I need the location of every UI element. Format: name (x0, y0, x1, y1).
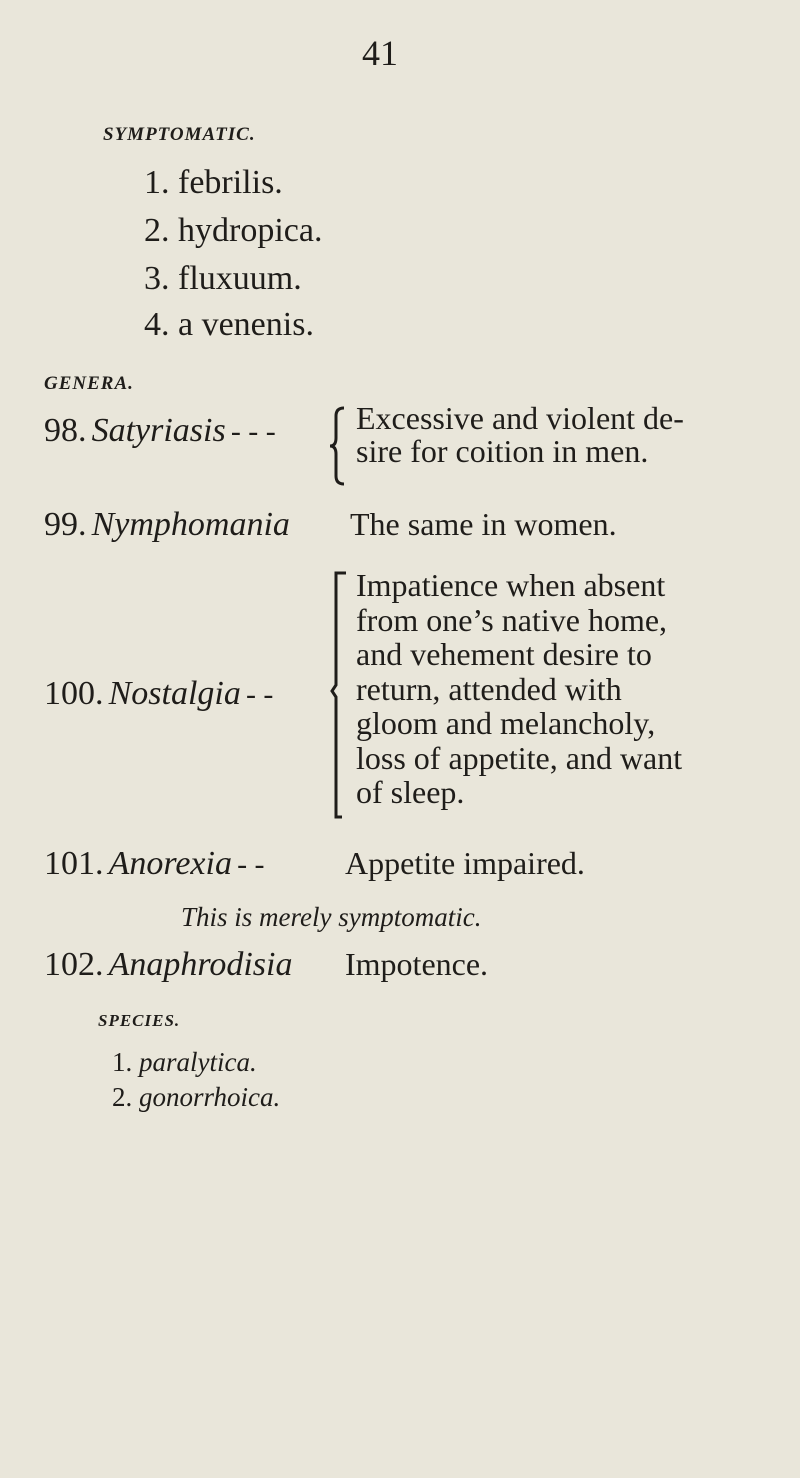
genera-heading: GENERA. (44, 373, 134, 394)
entry-101-term: 101. Anorexia - - (44, 845, 265, 882)
list-item: 1. febrilis. (144, 164, 283, 201)
list-item: 2. gonorrhoica. (112, 1082, 281, 1112)
entry-98-term: 98. Satyriasis - - - (44, 412, 276, 449)
list-item: 1. paralytica. (112, 1047, 257, 1077)
entry-102-term: 102. Anaphrodisia (44, 946, 293, 983)
list-item: 2. hydropica. (144, 212, 323, 249)
list-item: 3. fluxuum. (144, 260, 302, 297)
entry-98-description: Excessive and violent de- sire for coition in men. (356, 400, 684, 469)
entry-100-term: 100. Nostalgia - - (44, 675, 274, 712)
entry-99-term: 99. Nymphomania (44, 506, 290, 543)
entry-102-description: Impotence. (345, 946, 489, 982)
brace-icon (328, 406, 348, 486)
symptomatic-heading: SYMPTOMATIC. (103, 124, 256, 145)
entry-101-description: Appetite impaired. (345, 845, 585, 881)
brace-icon (330, 571, 350, 819)
page-number: 41 (362, 33, 398, 73)
species-heading: SPECIES. (98, 1011, 181, 1030)
entry-99-description: The same in women. (350, 506, 617, 542)
anorexia-note: This is merely symptomatic. (181, 902, 482, 932)
list-item: 4. a venenis. (144, 306, 314, 343)
entry-100-description: Impatience when absent from one’s native home, and vehement desire to return, attended with gloom and melancholy, loss of appetite, and want of sleep. (356, 567, 683, 810)
